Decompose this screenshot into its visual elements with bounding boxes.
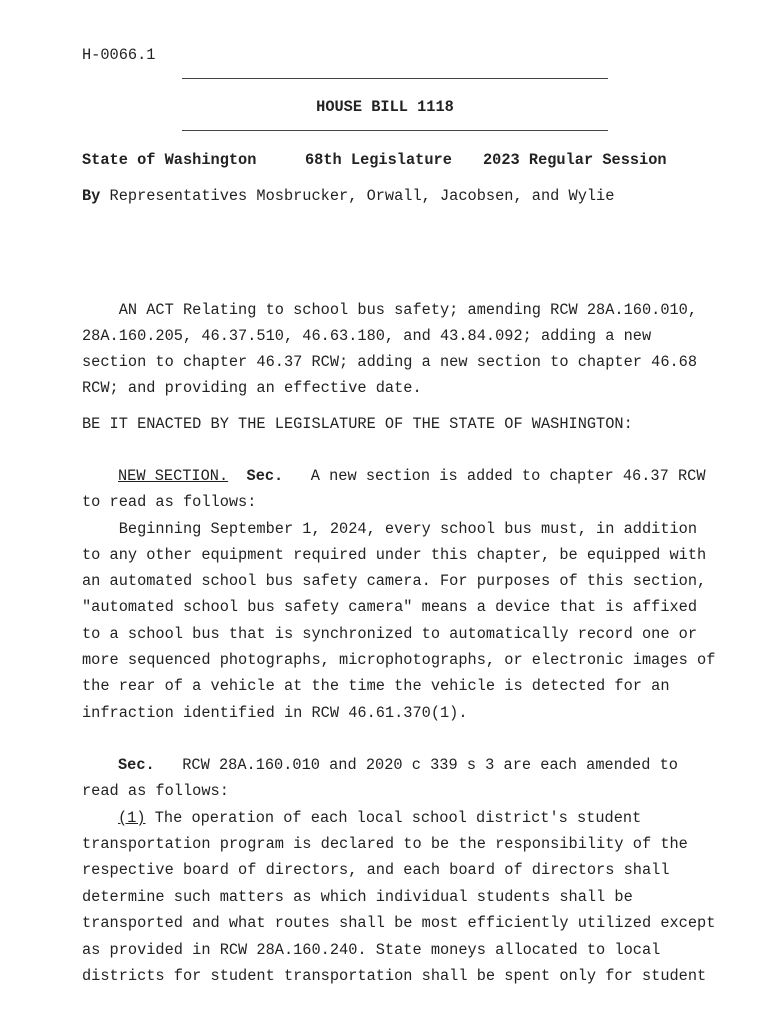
- section-2-intro: [118, 755, 678, 775]
- title-rule-top: [182, 78, 608, 79]
- section-2-line: determine such matters as which individual students shall be: [82, 888, 633, 906]
- section-1-line: more sequenced photographs, microphotographs, or electronic images of: [82, 651, 716, 669]
- bill-title: HOUSE BILL 1118: [316, 98, 454, 116]
- state-label: State of Washington: [82, 151, 257, 169]
- section-1-intro: [118, 466, 706, 486]
- section-1-intro-line-2: to read as follows:: [82, 493, 257, 511]
- by-label: By: [82, 187, 101, 205]
- section-2-intro-text: RCW 28A.160.010 and 2020 c 339 s 3 are each amended to: [154, 756, 678, 774]
- legislature-label: 68th Legislature: [305, 151, 452, 169]
- enacting-clause: BE IT ENACTED BY THE LEGISLATURE OF THE STATE OF WASHINGTON:: [82, 415, 633, 433]
- section-2-line: respective board of directors, and each board of directors shall: [82, 861, 670, 879]
- sec-label: Sec.: [118, 756, 155, 774]
- sec-label: Sec.: [246, 467, 284, 485]
- section-1-line: an automated school bus safety camera. For purposes of this section,: [82, 572, 707, 590]
- act-line-4: RCW; and providing an effective date.: [82, 379, 422, 397]
- act-line-3: section to chapter 46.37 RCW; adding a new section to chapter 46.68: [82, 353, 698, 371]
- section-1-line: infraction identified in RCW 46.61.370(1).: [82, 704, 468, 722]
- section-2-line: transported and what routes shall be most efficiently utilized except: [82, 914, 716, 932]
- section-2-line: as provided in RCW 28A.160.240. State moneys allocated to local: [82, 941, 661, 959]
- subsection-number: (1): [118, 809, 146, 827]
- section-1-intro-text: A new section is added to chapter 46.37 RCW: [283, 467, 706, 485]
- document-code: H-0066.1: [82, 46, 156, 64]
- act-line-1: AN ACT Relating to school bus safety; amending RCW 28A.160.010,: [82, 301, 698, 319]
- sponsors: Representatives Mosbrucker, Orwall, Jacobsen, and Wylie: [100, 187, 615, 205]
- section-2-intro-line-2: read as follows:: [82, 782, 229, 800]
- new-section-label: NEW SECTION.: [118, 467, 229, 485]
- section-2-first-line: [118, 808, 641, 828]
- act-line-2: 28A.160.205, 46.37.510, 46.63.180, and 43.84.092; adding a new: [82, 327, 652, 345]
- section-1-line: the rear of a vehicle at the time the vehicle is detected for an: [82, 677, 670, 695]
- section-1-line: to a school bus that is synchronized to automatically record one or: [82, 625, 698, 643]
- section-1-line: Beginning September 1, 2024, every school bus must, in addition: [82, 520, 698, 538]
- section-2-line: districts for student transportation shall be spent only for student: [82, 967, 707, 985]
- sponsors-line: [82, 186, 614, 206]
- section-1-line: "automated school bus safety camera" means a device that is affixed: [82, 598, 698, 616]
- section-1-line: to any other equipment required under this chapter, be equipped with: [82, 546, 707, 564]
- title-rule-bottom: [182, 130, 608, 131]
- section-2-line: transportation program is declared to be the responsibility of the: [82, 835, 688, 853]
- session-label: 2023 Regular Session: [483, 151, 667, 169]
- section-2-first-line-text: The operation of each local school district's student: [145, 809, 642, 827]
